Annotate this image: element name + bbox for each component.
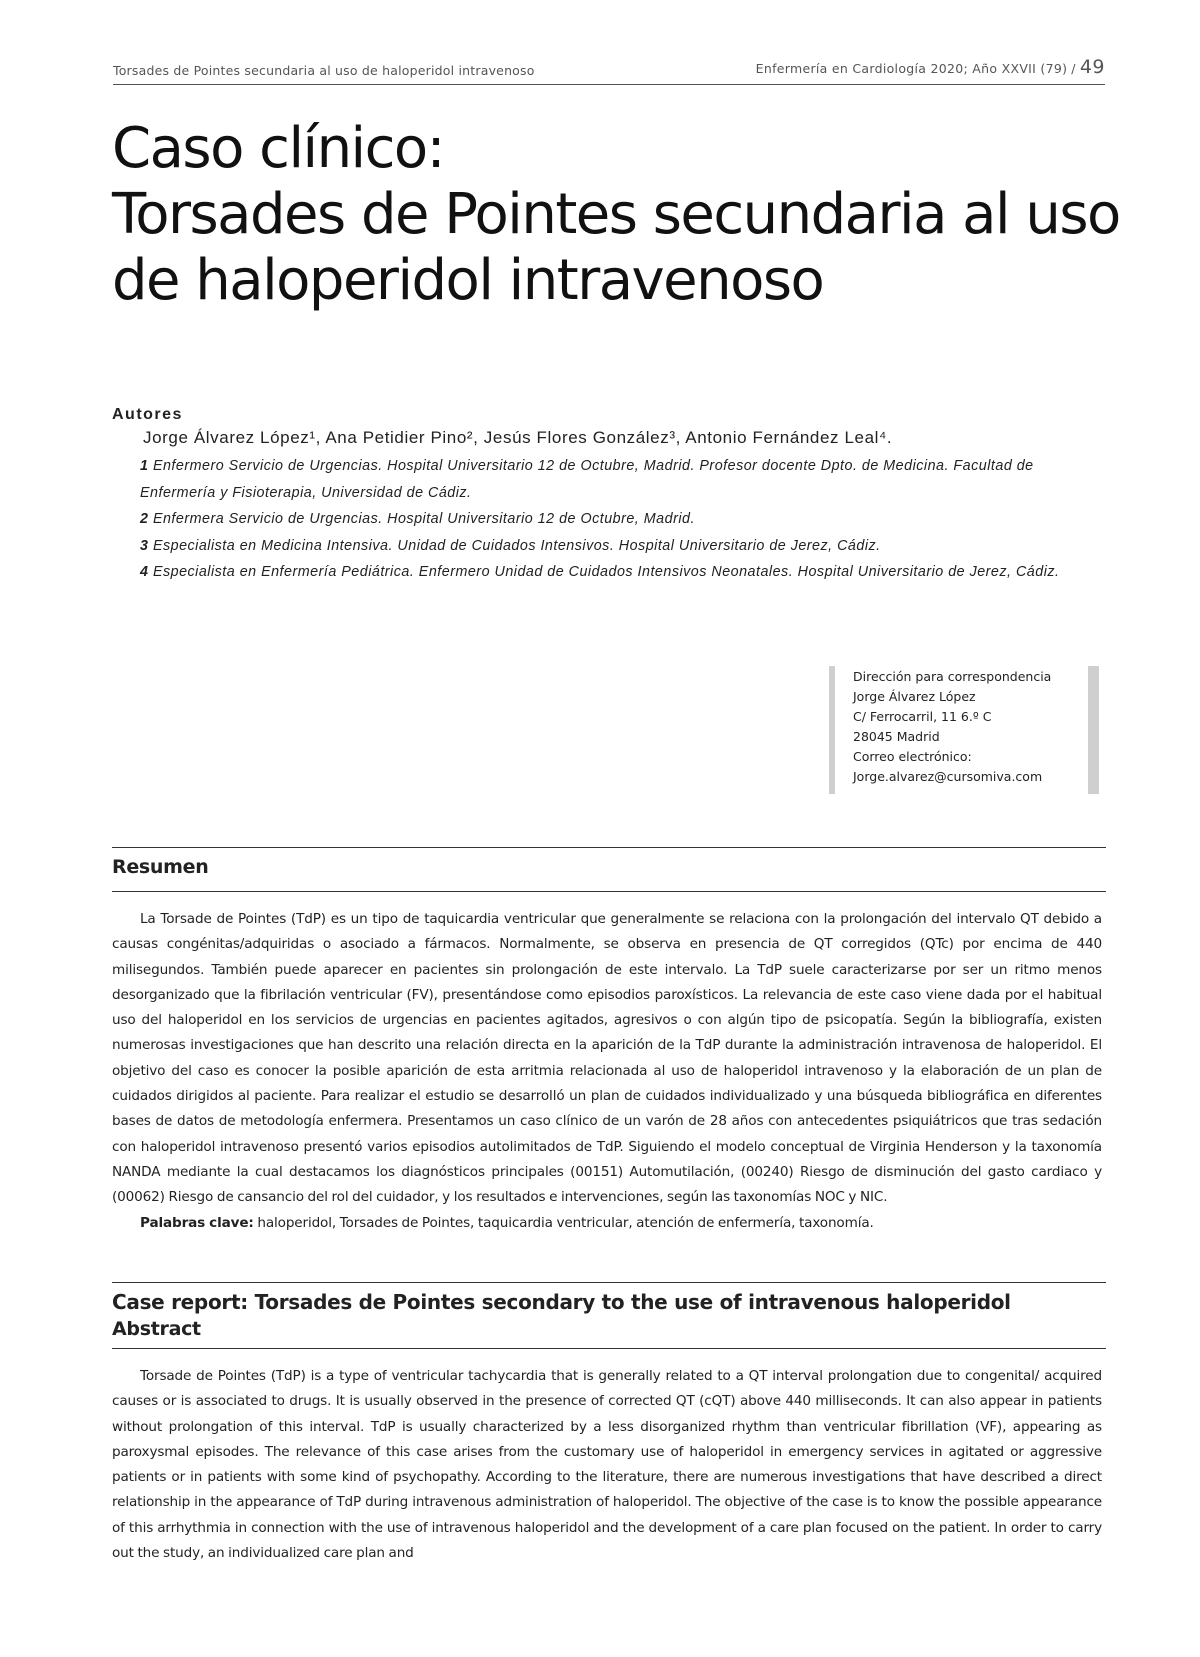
page-number: 49 [1079,56,1105,78]
abstract-body [112,1364,1102,1566]
keywords-text: haloperidol, Torsades de Pointes, taquicardia ventricular, atención de enfermería, taxonomía. [257,1214,874,1231]
correspondence-email-label: Correo electrónico: [853,749,972,764]
correspondence-left-bar [829,666,835,794]
rule-below-resumen [112,891,1106,892]
article-title [112,116,1120,314]
rule-below-abstract [112,1348,1106,1349]
resumen-heading: Resumen [112,856,209,878]
resumen-body [112,907,1102,1236]
affiliation-item [140,559,1110,586]
correspondence-city: 28045 Madrid [853,729,940,744]
affiliation-text: Especialista en Enfermería Pediátrica. Enfermero Unidad de Cuidados Intensivos Neonatales. Hospital Universitario de Jerez, Cádiz. [152,564,1060,580]
affiliation-item [140,506,1110,533]
running-header [113,58,1105,85]
affiliation-number: 1 [140,458,149,474]
header-separator: / [1071,61,1076,76]
correspondence-title: Dirección para correspondencia [853,669,1052,684]
correspondence-right-bar [1088,666,1099,794]
authors-label: Autores [112,406,183,423]
affiliation-item [140,533,1110,560]
rule-above-case-report [112,1282,1106,1283]
title-line-1: Caso clínico: [112,116,445,181]
abstract-paragraph: Torsade de Pointes (TdP) is a type of ventricular tachycardia that is generally related to a QT interval prolongation due to congenital/ acquired causes or is associated to drugs. It is usually observed in the presence of corrected QT (cQT) above 440 milliseconds. It can also appear in patients without prolongation of this interval. TdP is usually characterized by a less disorganized rhythm than ventricular fibrillation (VF), appearing as paroxysmal episodes. The relevance of this case arises from the customary use of haloperidol in emergency services in agitated or aggressive patients or in patients with some kind of psychopathy. According to the literature, there are numerous investigations that have described a direct relationship in the appearance of TdP during intravenous administration of haloperidol. The objective of the case is to know the possible appearance of this arrhythmia in connection with the use of intravenous haloperidol and the development of a care plan focused on the patient. In order to carry out the study, an individualized care plan and [112,1368,1102,1562]
journal-citation: Enfermería en Cardiología 2020; Año XXVII (79) [755,61,1068,76]
running-header-journal [756,56,1105,78]
affiliation-text: Enfermera Servicio de Urgencias. Hospital Universitario 12 de Octubre, Madrid. [152,511,695,527]
keywords-line [112,1211,1102,1236]
abstract-heading: Abstract [112,1318,201,1340]
affiliation-item [140,453,1110,506]
correspondence-name: Jorge Álvarez López [853,689,976,704]
title-line-2: Torsades de Pointes secundaria al uso [112,182,1120,247]
affiliation-number: 2 [140,511,149,527]
affiliations-list [140,453,1110,586]
affiliation-number: 4 [140,564,149,580]
case-report-heading: Case report: Torsades de Pointes secondary to the use of intravenous haloperidol [112,1290,1011,1314]
correspondence-box [829,666,1099,794]
correspondence-email-link[interactable]: Jorge.alvarez@cursomiva.com [853,769,1043,784]
resumen-paragraph: La Torsade de Pointes (TdP) es un tipo de taquicardia ventricular que generalmente se relaciona con la prolongación del intervalo QT debido a causas congénitas/adquiridas o asociado a fármacos. Normalmente, se observa en presencia de QT corregidos (QTc) por encima de 440 milisegundos. También puede aparecer en pacientes sin prolongación de este intervalo. La TdP suele caracterizarse por ser un ritmo menos desorganizado que la fibrilación ventricular (FV), presentándose como episodios paroxísticos. La relevancia de este caso viene dada por el habitual uso del haloperidol en los servicios de urgencias en pacientes agitados, agresivos o con algún tipo de psicopatía. Según la bibliografía, existen numerosas investigaciones que han descrito una relación directa en la aparición de la TdP durante la administración intravenosa de haloperidol. El objetivo del caso es conocer la posible aparición de esta arritmia relacionada al uso de haloperidol intravenoso y la elaboración de un plan de cuidados dirigidos al paciente. Para realizar el estudio se desarrolló un plan de cuidados individualizado y una búsqueda bibliográfica en diferentes bases de datos de metodología enfermera. Presentamos un caso clínico de un varón de 28 años con antecedentes psiquiátricos que tras sedación con haloperidol intravenoso presentó varios episodios autolimitados de TdP. Siguiendo el modelo conceptual de Virginia Henderson y la taxonomía NANDA mediante la cual destacamos los diagnósticos principales (00151) Automutilación, (00240) Riesgo de disminución del gasto cardiaco y (00062) Riesgo de cansancio del rol del cuidador, y los resultados e intervenciones, según las taxonomías NOC y NIC. [112,911,1102,1206]
keywords-label: Palabras clave: [140,1214,254,1231]
title-line-3: de haloperidol intravenoso [112,248,824,313]
running-header-article-title: Torsades de Pointes secundaria al uso de haloperidol intravenoso [113,63,535,78]
affiliation-text: Especialista en Medicina Intensiva. Unidad de Cuidados Intensivos. Hospital Universitario de Jerez, Cádiz. [152,537,881,554]
authors-names: Jorge Álvarez López¹, Ana Petidier Pino², Jesús Flores González³, Antonio Fernández Leal⁴. [143,428,893,447]
rule-above-resumen [112,847,1106,848]
correspondence-street: C/ Ferrocarril, 11 6.º C [853,709,992,724]
correspondence-text [853,667,1051,787]
affiliation-text: Enfermero Servicio de Urgencias. Hospital Universitario 12 de Octubre, Madrid. Profesor docente Dpto. de Medicina. Facultad de Enfermería y Fisioterapia, Universidad de Cádiz. [140,458,1034,501]
affiliation-number: 3 [140,537,149,554]
